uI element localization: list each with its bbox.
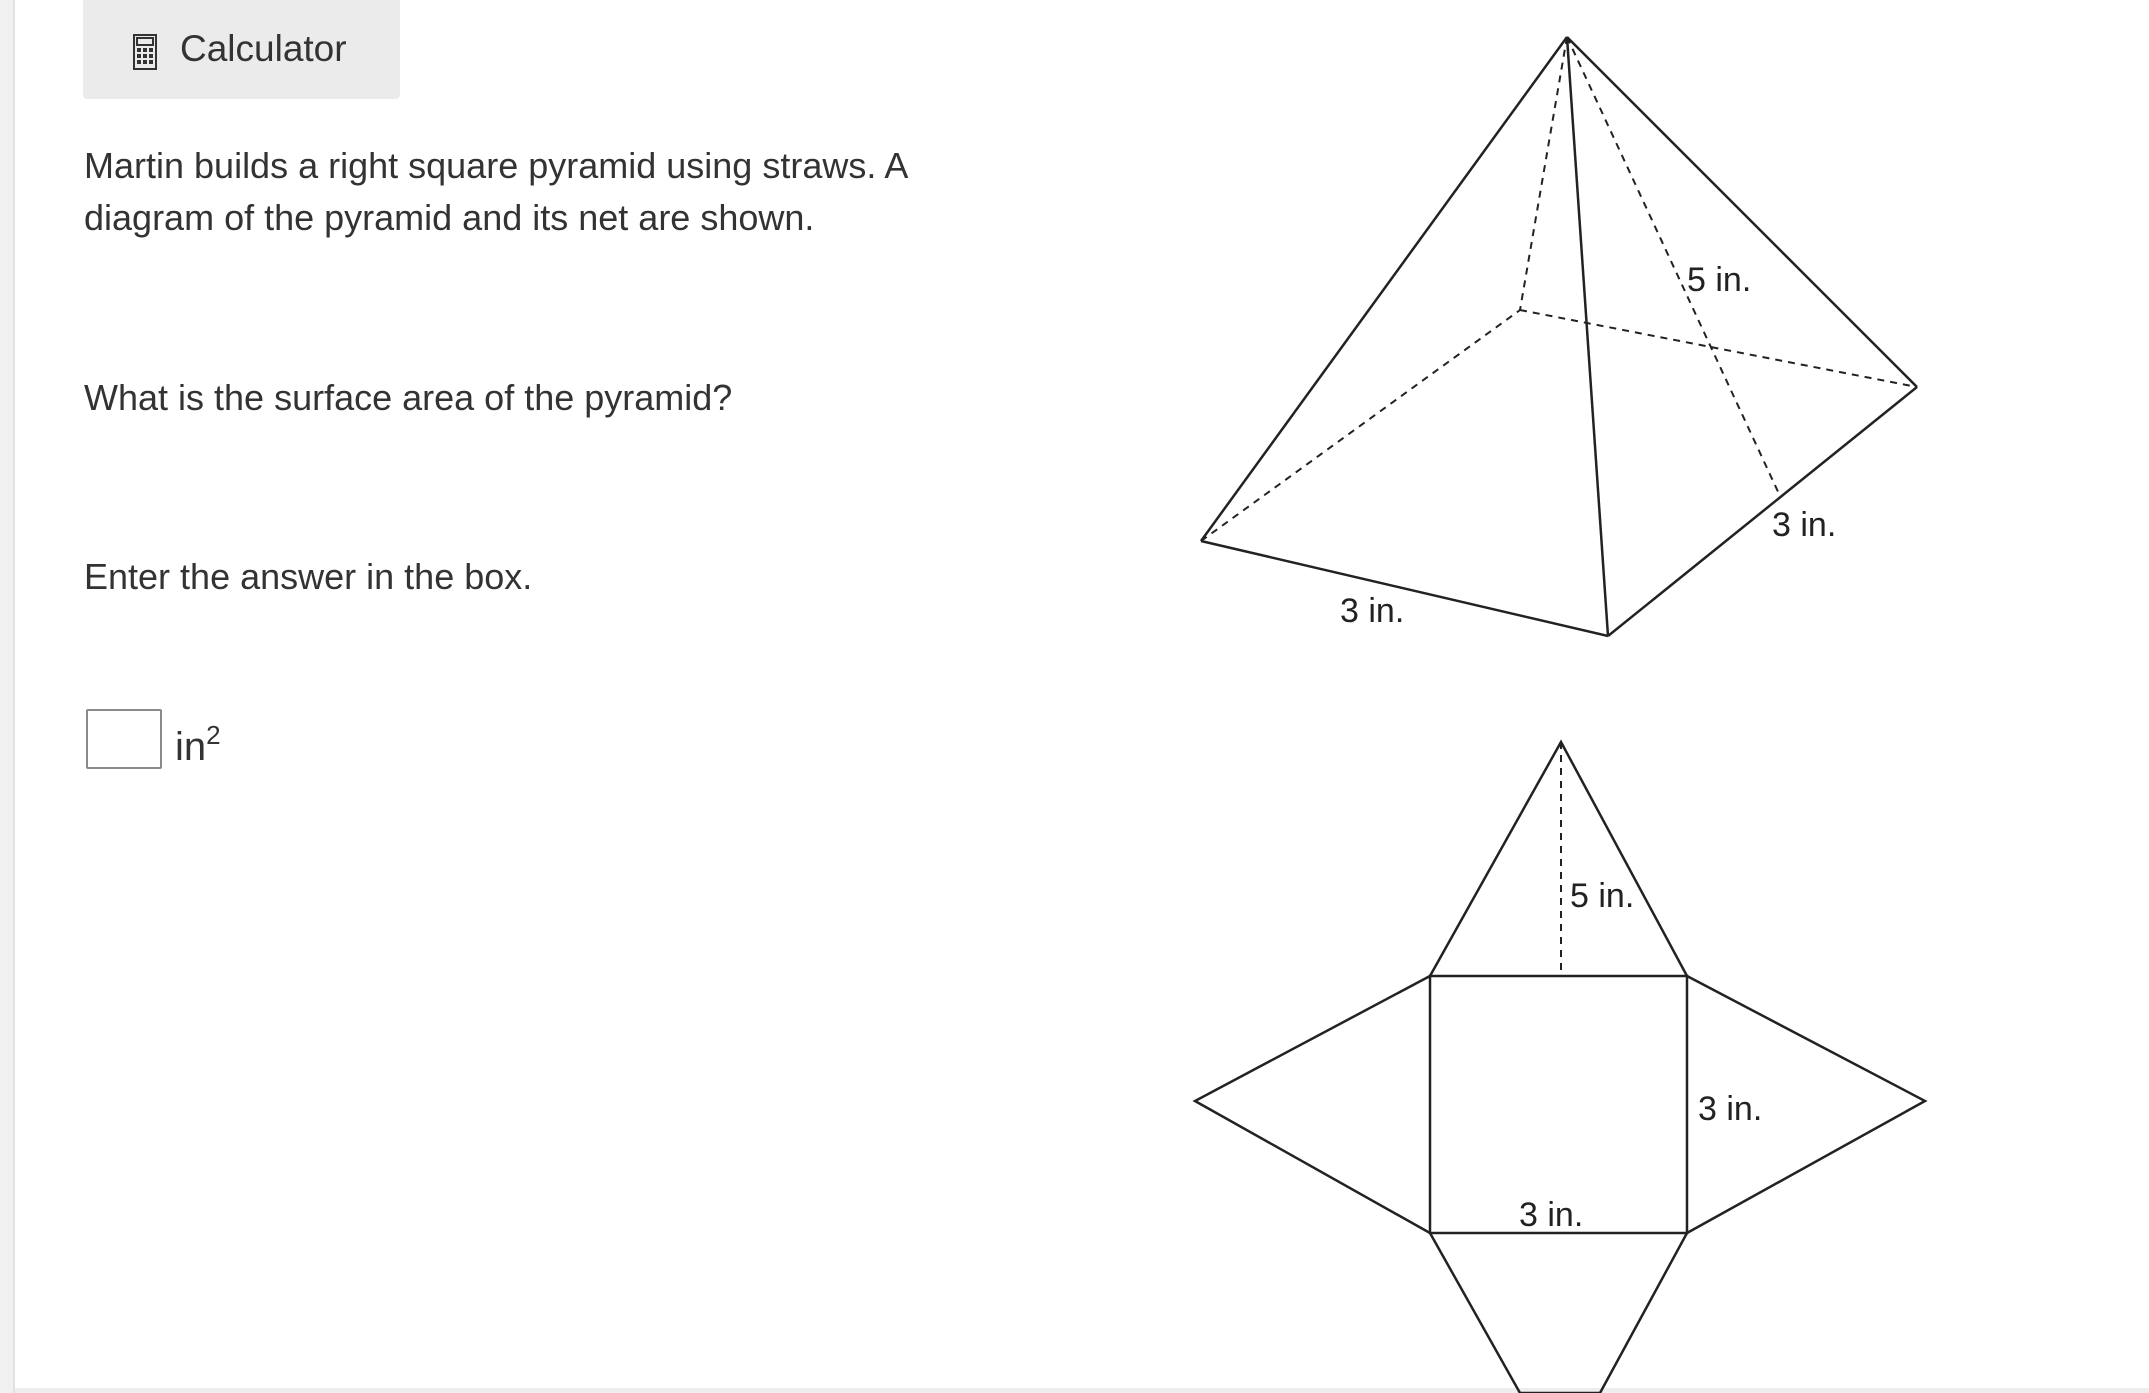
calculator-icon <box>133 34 157 70</box>
question-prompt: What is the surface area of the pyramid? <box>84 377 733 418</box>
answer-instruction: Enter the answer in the box. <box>84 556 533 597</box>
pyramid-hidden-base-back-left <box>1201 310 1520 541</box>
pyramid-right-side-label: 3 in. <box>1772 506 1837 544</box>
answer-input[interactable] <box>86 709 162 769</box>
pyramid-front-side-label: 3 in. <box>1340 592 1405 630</box>
net-triangle-top <box>1430 742 1687 976</box>
pyramid-diagram <box>1201 37 1917 636</box>
pyramid-hidden-base-back-right <box>1520 310 1917 387</box>
question-text-line2: diagram of the pyramid and its net are shown. <box>84 197 815 238</box>
pyramid-base-front-right <box>1608 387 1917 636</box>
left-border <box>0 0 15 1393</box>
net-bottom-side-label: 3 in. <box>1519 1196 1584 1234</box>
unit-exponent: 2 <box>206 720 221 750</box>
pyramid-edge-right <box>1567 37 1917 387</box>
calculator-button[interactable] <box>83 0 400 99</box>
pyramid-edge-front <box>1567 37 1608 636</box>
bottom-border <box>15 1388 2149 1393</box>
question-text-line1: Martin builds a right square pyramid using straws. A <box>84 145 909 186</box>
pyramid-base-front-left <box>1201 541 1608 636</box>
unit-base: in <box>175 725 207 769</box>
pyramid-slant-height <box>1567 37 1780 496</box>
pyramid-slant-label: 5 in. <box>1687 261 1752 299</box>
pyramid-edge-left <box>1201 37 1567 541</box>
net-right-side-label: 3 in. <box>1698 1090 1763 1128</box>
net-slant-label: 5 in. <box>1570 877 1635 915</box>
net-diagram <box>1195 742 1925 1393</box>
pyramid-hidden-edge-back <box>1520 37 1567 310</box>
answer-unit <box>175 710 221 772</box>
net-square-base <box>1430 976 1687 1233</box>
net-triangle-right <box>1687 976 1925 1233</box>
net-triangle-bottom <box>1430 1233 1687 1393</box>
net-triangle-left <box>1195 976 1430 1233</box>
calculator-label: Calculator <box>180 28 347 69</box>
